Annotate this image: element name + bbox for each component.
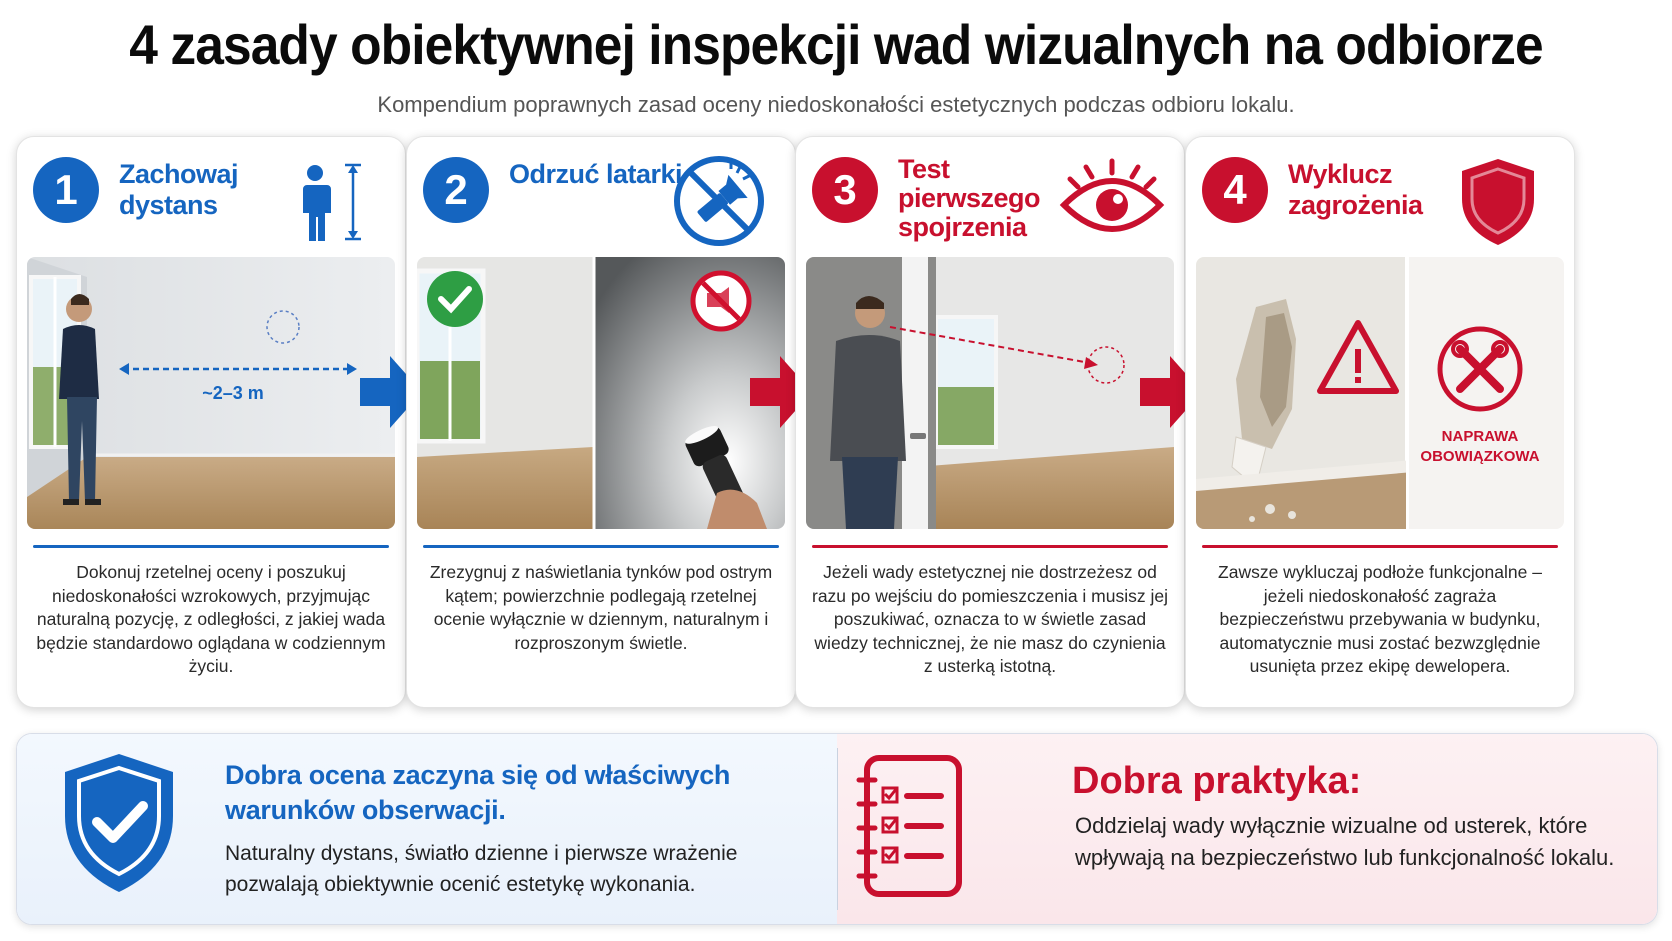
card-2-rule	[423, 545, 779, 548]
card-3-title: Test pierwszego spojrzenia	[898, 154, 1041, 242]
card-4-title: Wyklucz zagrożenia	[1288, 159, 1423, 220]
page-subtitle: Kompendium poprawnych zasad oceny niedoskonałości estetycznych podczas odbioru lokalu.	[377, 92, 1295, 117]
checklist-icon	[855, 746, 971, 906]
step-number-4: 4	[1202, 157, 1268, 223]
photo-first-glance	[806, 257, 1174, 529]
card-3-rule	[812, 545, 1168, 548]
step-number-2: 2	[423, 157, 489, 223]
summary-title: Dobra ocena zaczyna się od właściwych warunków obserwacji.	[225, 760, 731, 825]
banner-divider	[837, 748, 838, 910]
card-3	[795, 136, 1185, 708]
step-number-1: 1	[33, 157, 99, 223]
shield-check-icon	[57, 748, 181, 898]
card-4-rule	[1202, 545, 1558, 548]
photo-light-comparison	[417, 257, 785, 529]
distance-label: ~2–3 m	[202, 383, 264, 403]
card-2-title: Odrzuć latarki	[509, 159, 683, 189]
mandatory-repair-label-1: NAPRAWA	[1441, 428, 1519, 445]
practice-title: Dobra praktyka:	[1072, 760, 1362, 802]
shield-icon	[1448, 151, 1548, 251]
no-flashlight-icon	[669, 151, 769, 251]
mandatory-repair-label-2: OBOWIĄZKOWA	[1420, 448, 1540, 465]
summary-text: Naturalny dystans, światło dzienne i pierwsze wrażenie pozwalają obiektywnie ocenić estetykę wykonania.	[225, 842, 738, 896]
photo-room-distance	[27, 257, 395, 529]
card-2	[406, 136, 796, 708]
card-4	[1185, 136, 1575, 708]
photo-damaged-wall	[1196, 257, 1564, 529]
step-number-3: 3	[812, 157, 878, 223]
person-height-icon	[279, 151, 379, 251]
card-1-rule	[33, 545, 389, 548]
eye-icon	[1056, 151, 1168, 251]
card-4-description: Zawsze wykluczaj podłoże funkcjonalne – jeżeli niedoskonałość zagraża bezpieczeństwu przebywania w budynku, automatycznie musi zostać bezwzględnie usunięta przez ekipę dewelopera.	[1218, 562, 1542, 676]
card-3-description: Jeżeli wady estetycznej nie dostrzeżesz od razu po wejściu do pomieszczenia i musisz jej poszukiwać, oznacza to w świetle zasad wiedzy technicznej, że nie masz do czynienia z usterką istotną.	[812, 562, 1168, 676]
practice-text: Oddzielaj wady wyłącznie wizualne od usterek, które wpływają na bezpieczeństwo lub funkcjonalność lokalu.	[1075, 813, 1615, 870]
card-1-description: Dokonuj rzetelnej oceny i poszukuj niedoskonałości wzrokowych, przyjmując naturalną pozycję, z odległości, z jakiej wada będzie standardowo oglądana w codziennym życiu.	[36, 562, 386, 676]
card-1-title: Zachowaj dystans	[119, 159, 239, 220]
page-title: 4 zasady obiektywnej inspekcji wad wizualnych na odbiorze	[129, 13, 1543, 76]
summary-banner	[16, 733, 1658, 925]
card-1	[16, 136, 406, 708]
card-2-description: Zrezygnuj z naświetlania tynków pod ostrym kątem; powierzchnie podlegają rzetelnej ocenie wyłącznie w dziennym, naturalnym i rozproszonym świetle.	[429, 562, 773, 653]
